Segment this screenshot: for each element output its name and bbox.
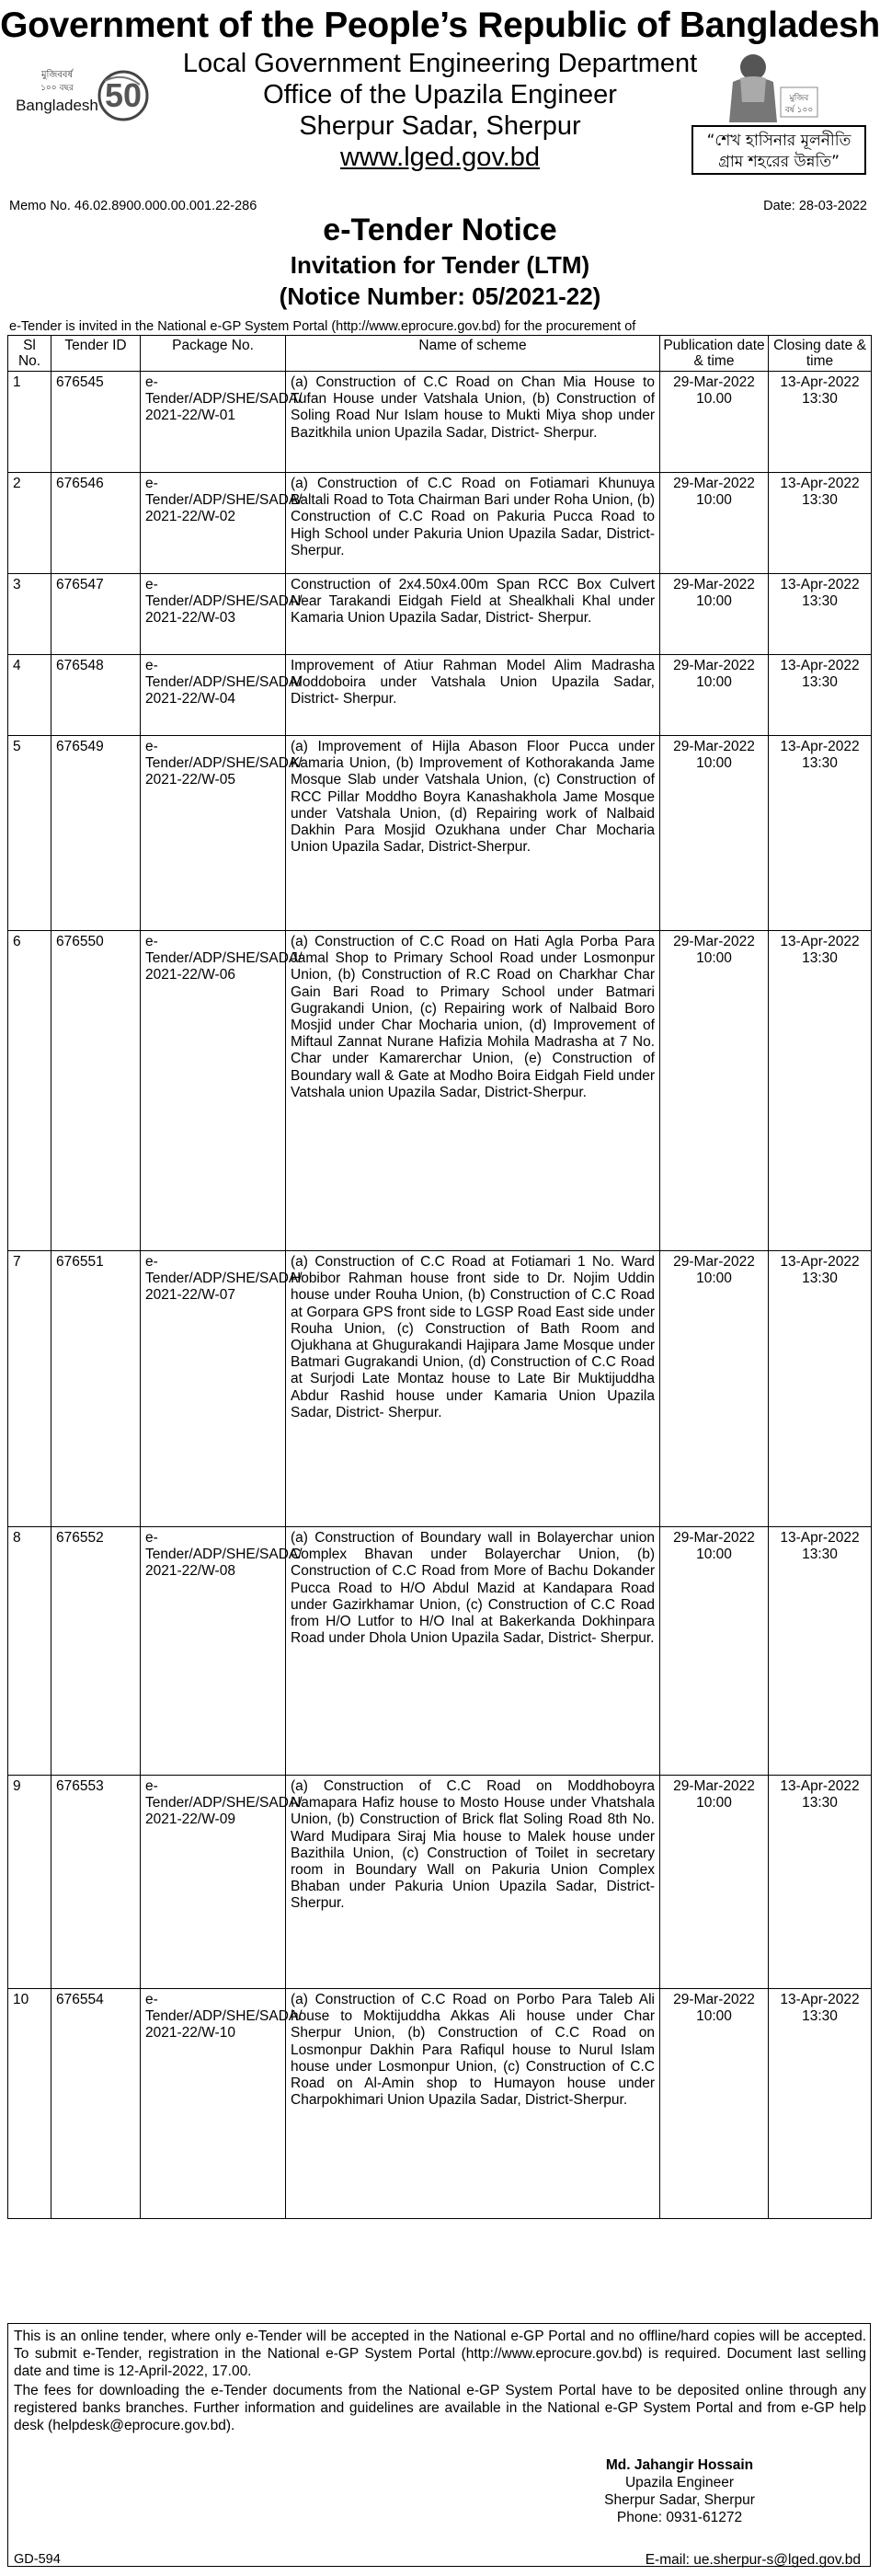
closing-date: 13-Apr-2022 [780,476,860,491]
slogan-line-1: “শেখ হাসিনার মূলনীতি [706,132,851,150]
publication-date: 29-Mar-2022 [673,1254,755,1270]
header-scheme: Name of scheme [286,336,660,372]
tender-table-body [8,372,872,2219]
memo-number: Memo No. 46.02.8900.000.00.001.22-286 [9,199,257,213]
table-row [8,1251,872,1527]
logo-country-text: Bangladesh [16,97,98,114]
closing-time: 13:30 [802,755,838,772]
cell-closing [769,574,872,655]
cell-tender-id: 676547 [51,574,141,655]
cell-package: e-Tender/ADP/SHE/SADA/ 2021-22/W-02 [141,473,286,574]
table-row [8,1989,872,2219]
closing-date: 13-Apr-2022 [780,577,860,592]
publication-time: 10:00 [696,593,732,610]
publication-date: 29-Mar-2022 [673,577,755,592]
cell-closing [769,736,872,931]
office-name: Office of the Upazila Engineer [263,80,617,109]
closing-date: 13-Apr-2022 [780,1530,860,1546]
intro-text: e-Tender is invited in the National e-GP System Portal (http://www.eprocure.gov.bd) for the procurement of [9,319,636,334]
cell-sl: 7 [8,1251,51,1527]
cell-tender-id: 676553 [51,1776,141,1989]
table-header-row [8,336,872,372]
cell-tender-id: 676550 [51,931,141,1251]
cell-closing [769,1989,872,2219]
closing-date: 13-Apr-2022 [780,1254,860,1270]
cell-tender-id: 676549 [51,736,141,931]
cell-sl: 6 [8,931,51,1251]
notice-date: Date: 28-03-2022 [763,199,867,213]
cell-tender-id: 676546 [51,473,141,574]
cell-scheme: (a) Construction of C.C Road on Moddhoboyra Namapara Hafiz house to Mosto House under Vhatshala Union, (b) Construction of Brick flat Soling Road 8th No. Ward Mudipara Siraj Mia house to Malek house under Bazithila Union, (c) Construction of Toilet in secretary room in Boundary Wall on Pakuria Union Complex Bhaban under Pakuria Union Upazila Sadar, District- Sherpur. [286,1776,660,1989]
signer-title: Upazila Engineer [624,2475,735,2490]
table-row [8,372,872,473]
closing-time: 13:30 [802,391,838,408]
cell-package: e-Tender/ADP/SHE/SADA/ 2021-22/W-07 [141,1251,286,1527]
portrait-slogan-block [685,51,869,179]
gd-code: GD-594 [14,2552,61,2567]
cell-publication [660,574,769,655]
cell-scheme: (a) Improvement of Hijla Abason Floor Pucca under Kamaria Union, (b) Improvement of Kothorakanda Jame Mosque Slab under Vatshala Union, (c) Construction of RCC Pillar Moddho Boyra Kanashakhola Jame Mosque under Vatshala Union, (d) Repairing work of Nalbaid Dakhin Para Mosjid Ozukhana under Char Mocharia Union Upazila Sadar, District-Sherpur. [286,736,660,931]
footer-paragraph-1: This is an online tender, where only e-Tender will be accepted in the National e-GP Portal and no offline/hard copies will be accepted. To submit e-Tender, registration in the National e-GP System Portal (http://www.eprocure.gov.bd) is required. Document last selling date and time is 12-April-2022, 17.00. [14,2329,866,2379]
closing-time: 13:30 [802,492,838,509]
cell-tender-id: 676552 [51,1527,141,1776]
publication-date: 29-Mar-2022 [673,658,755,673]
signer-name: Md. Jahangir Hossain [605,2457,754,2473]
cell-package: e-Tender/ADP/SHE/SADA/ 2021-22/W-06 [141,931,286,1251]
cell-scheme: (a) Construction of C.C Road on Porbo Para Taleb Ali house to Moktijuddha Akkas Ali house under Char Sherpur Union, (b) Construction of C.C Road on Losmonpur Dakhin Para Rafiqul house to Nurul Islam house under Losmonpur Union, (c) Construction of C.C Road on Al-Amin shop to Humayon house under Charpokhimari Union Upazila Sadar, District-Sherpur. [286,1989,660,2219]
government-title: Government of the People’s Republic of Bangladesh [0,6,880,45]
publication-date: 29-Mar-2022 [673,1992,755,2007]
cell-sl: 4 [8,655,51,736]
publication-time: 10:00 [696,1271,732,1287]
cell-closing [769,931,872,1251]
cell-scheme: (a) Construction of C.C Road on Fotiamari Khunuya Baltali Road to Tota Chairman Bari under Roha Union, (b) Construction of C.C Road on Pakuria Pucca Road to High School under Pakuria Union Upazila Sadar, District- Sherpur. [286,473,660,574]
cell-closing [769,372,872,473]
cell-publication [660,372,769,473]
cell-scheme: (a) Construction of Boundary wall in Bolayerchar union Complex Bhavan under Bolayerchar Union, (b) Construction of C.C Road from More of Bachu Dokander Pucca Road to H/O Abdul Mazid at Kandapara Road under Gazirkhamar Union, (c) Construction of C.C Road from H/O Lutfor to H/O Inal at Bakerkanda Dokhinpara Road under Dhola Union Upazila Sadar, District- Sherpur. [286,1527,660,1776]
closing-time: 13:30 [802,950,838,967]
cell-publication [660,1251,769,1527]
cell-publication [660,1527,769,1776]
closing-time: 13:30 [802,2008,838,2025]
office-location: Sherpur Sadar, Sherpur [299,111,581,141]
closing-date: 13-Apr-2022 [780,1778,860,1794]
closing-time: 13:30 [802,1271,838,1287]
header-tender-id: Tender ID [51,336,141,372]
publication-time: 10.00 [696,391,732,408]
publication-time: 10:00 [696,674,732,691]
publication-date: 29-Mar-2022 [673,934,755,949]
closing-date: 13-Apr-2022 [780,658,860,673]
cell-scheme: (a) Construction of C.C Road on Chan Mia House to Tufan House under Vatshala Union, (b) Construction of Soling Road Nur Islam house to Mukti Miya shop under Bazitkhila union Upazila Sadar, District- Sherpur. [286,372,660,473]
publication-date: 29-Mar-2022 [673,739,755,754]
header-closing: Closing date & time [769,336,872,372]
website-link[interactable]: www.lged.gov.bd [339,143,541,172]
footer-paragraph-2: The fees for downloading the e-Tender documents from the National e-GP System Portal have to be deposited online through any registered banks branches. Further information and guidelines are available in the National e-GP System Portal and from e-GP help desk (helpdesk@eprocure.gov.bd). [14,2383,866,2433]
publication-date: 29-Mar-2022 [673,476,755,491]
cell-sl: 3 [8,574,51,655]
cell-sl: 5 [8,736,51,931]
closing-time: 13:30 [802,593,838,610]
header-package: Package No. [141,336,286,372]
cell-closing [769,473,872,574]
cell-publication [660,655,769,736]
cell-sl: 1 [8,372,51,473]
cell-publication [660,931,769,1251]
svg-text:মুজিববর্ষ: মুজিববর্ষ [40,70,74,80]
cell-closing [769,1527,872,1776]
header-publication: Publication date & time [660,336,769,372]
table-row [8,574,872,655]
table-row [8,473,872,574]
cell-tender-id: 676545 [51,372,141,473]
publication-date: 29-Mar-2022 [673,1530,755,1546]
publication-date: 29-Mar-2022 [673,374,755,390]
closing-time: 13:30 [802,1547,838,1563]
cell-scheme: (a) Construction of C.C Road on Hati Agla Porba Para Jamal Shop to Primary School Road under Losmonpur Union, (b) Construction of R.C Road on Charkhar Char Gain Bari Road to Primary School under Batmari Gugrakandi Union, (c) Repairing work of Nalbaid Boro Mosjid under Char Mocharia union, (d) Improvement of Miftaul Zannat Nurane Hafizia Mohila Madrasha at 7 No. Char under Kamarerchar Union, (e) Construction of Boundary wall & Gate at Modho Boira Eidgah Field under Vatshala union Upazila Sadar, District-Sherpur. [286,931,660,1251]
cell-publication [660,1989,769,2219]
slogan-line-2: গ্রাম শহরের উন্নতি” [718,153,840,171]
table-row [8,736,872,931]
table-row [8,1527,872,1776]
signer-location: Sherpur Sadar, Sherpur [604,2492,755,2508]
svg-text:১০০ বছর: ১০০ বছর [40,84,74,93]
tender-table [7,335,872,2219]
publication-time: 10:00 [696,492,732,509]
cell-scheme: Improvement of Atiur Rahman Model Alim Madrasha Moddoboira under Vatshala Union Upazila Sadar, District- Sherpur. [286,655,660,736]
cell-scheme: (a) Construction of C.C Road at Fotiamari 1 No. Ward Hobibor Rahman house front side to Dr. Nojim Uddin house under Rouha Union, (b) Construction of C.C Road at Gorpara GPS front side to LGSP Road East side under Rouha Union, (c) Construction of Bath Room and Ojukhana at Ghugurakandi Hajipara Jame Mosque under Batmari Gugrakandi Union, (d) Construction of C.C Road at Surjodi Late Montaz house to Late Bir Muktijuddha Abdur Rashid house under Kamaria Union Upazila Sadar, District- Sherpur. [286,1251,660,1527]
cell-tender-id: 676554 [51,1989,141,2219]
cell-closing [769,1251,872,1527]
closing-date: 13-Apr-2022 [780,739,860,754]
cell-sl: 2 [8,473,51,574]
footer-box [7,2323,871,2567]
header-sl: Sl No. [8,336,51,372]
notice-subtitle: Invitation for Tender (LTM) [290,251,590,279]
publication-time: 10:00 [696,1795,732,1811]
cell-package: e-Tender/ADP/SHE/SADA/ 2021-22/W-08 [141,1527,286,1776]
publication-time: 10:00 [696,950,732,967]
notice-title: e-Tender Notice [323,213,557,247]
cell-publication [660,1776,769,1989]
cell-sl: 8 [8,1527,51,1776]
cell-scheme: Construction of 2x4.50x4.00m Span RCC Box Culvert Near Tarakandi Eidgah Field at Shealkhali Khal under Kamaria Union Upazila Sadar, District- Sherpur. [286,574,660,655]
cell-package: e-Tender/ADP/SHE/SADA/ 2021-22/W-05 [141,736,286,931]
closing-date: 13-Apr-2022 [780,1992,860,2007]
table-row [8,655,872,736]
svg-text:মুজিব: মুজিব [789,94,809,103]
svg-text:বর্ষ ১০০: বর্ষ ১০০ [784,106,814,115]
signer-phone: Phone: 0931-61272 [616,2510,743,2525]
cell-closing [769,655,872,736]
publication-time: 10:00 [696,2008,732,2025]
department-name: Local Government Engineering Department [182,49,698,78]
notice-number: (Notice Number: 05/2021-22) [279,282,601,310]
signer-email[interactable]: E-mail: ue.sherpur-s@lged.gov.bd [645,2552,861,2568]
cell-publication [660,736,769,931]
cell-package: e-Tender/ADP/SHE/SADA/ 2021-22/W-03 [141,574,286,655]
portrait-icon [685,51,869,179]
cell-sl: 10 [8,1989,51,2219]
table-row [8,1776,872,1989]
cell-sl: 9 [8,1776,51,1989]
closing-date: 13-Apr-2022 [780,374,860,390]
publication-time: 10:00 [696,1547,732,1563]
closing-date: 13-Apr-2022 [780,934,860,949]
cell-package: e-Tender/ADP/SHE/SADA/ 2021-22/W-09 [141,1776,286,1989]
cell-tender-id: 676548 [51,655,141,736]
table-row [8,931,872,1251]
cell-package: e-Tender/ADP/SHE/SADA/ 2021-22/W-01 [141,372,286,473]
cell-package: e-Tender/ADP/SHE/SADA/ 2021-22/W-10 [141,1989,286,2219]
logo-number: 50 [104,76,143,114]
publication-date: 29-Mar-2022 [673,1778,755,1794]
closing-time: 13:30 [802,1795,838,1811]
cell-tender-id: 676551 [51,1251,141,1527]
cell-package: e-Tender/ADP/SHE/SADA/ 2021-22/W-04 [141,655,286,736]
closing-time: 13:30 [802,674,838,691]
cell-publication [660,473,769,574]
publication-time: 10:00 [696,755,732,772]
cell-closing [769,1776,872,1989]
